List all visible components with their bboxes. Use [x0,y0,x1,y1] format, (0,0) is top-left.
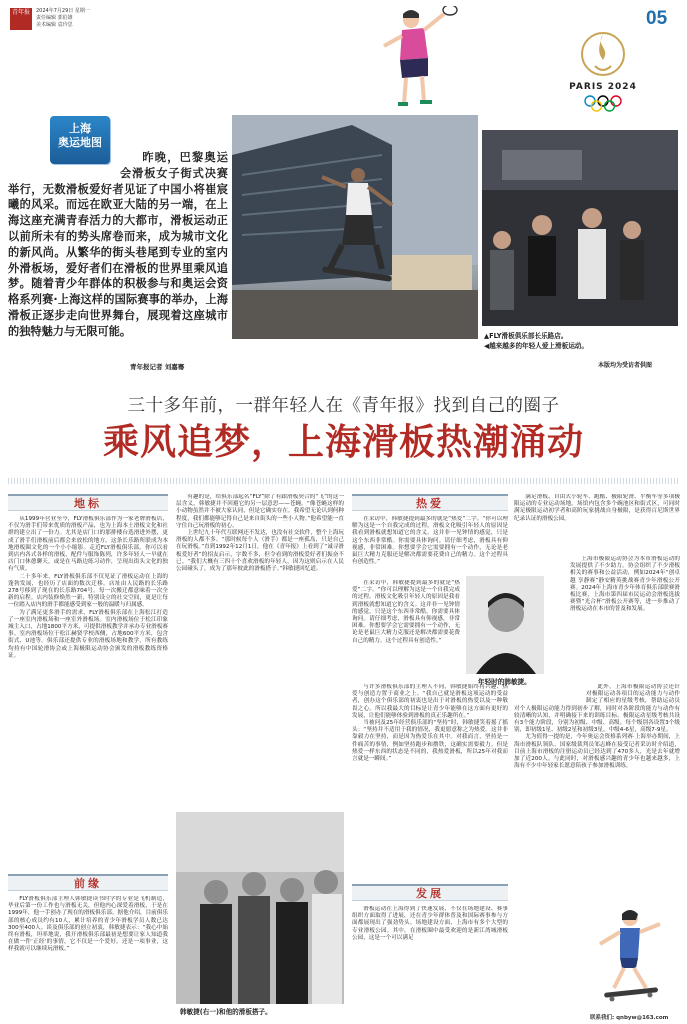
page-number: 05 [646,8,668,29]
column-3-paragraph-1b: 在采访中，韩敏捷提到最多的就是“热爱”二字。“你可以理解为这是一个自我完成的过程。滑板文化吸引年轻人的原因是我看到滑板就想知道它的含义。这并非一见钟情的感觉，只是这个东西非常酷。你需要具体询问。请仔细考虑，滑板具有仰视感，非常困难。你想要学会它需要拥有一个动作，无论是老鼠巨大精力克服还是解决都需要花费自己的精力。这个过程具有创造性。” [352,580,460,644]
skateboarder-jump-photo [232,115,478,339]
column-4-paragraph-4: 尤为值得一提的是，今年奥运会资格系列赛·上海举办期间，上海市滑板队领队、国家级裁判员邹志峰在接受记者采访时介绍道，目前上海市滑板的注册运动员已经达到了470多人，光是去年就增加了近200人。与此同时，对滑板感兴趣的青少年也越来越多，上海有不少中年轻家长愿意陪孩子参加滑板训练。 [514,734,680,770]
header-editor: 责任编辑 郭伯雄 [36,15,73,21]
skate-shop-crowd-photo [482,130,678,326]
column-3-text-wrap [352,580,460,680]
badminton-player-illustration [378,6,474,114]
headline-kicker: 三十多年前，一群年轻人在《青年报》找到自己的圈子 [127,396,560,416]
group-photo-caption: 韩敏捷(右一)和他的滑板搭子。 [180,1008,272,1016]
crowd-scene [482,130,678,326]
newspaper-logo [10,8,32,30]
column-2-paragraph-1: 有趣的是，给俱乐部起名“FLY”除了有跟滑板契合的“飞”的这一层含义，韩敏捷并不回避它的另一层意思——苍蝇。“像苍蝇这样的小动物虽然并不被大家认同，但是它确实存在。我希望无论认到何种程度，我们都能够记得自己是来自街头的一些小人物。”他希望能一直守住自己玩滑板的初心。 [176,494,344,529]
group-photo [176,812,344,1004]
column-4-text-a [514,494,680,556]
section-heading-frontier: 前缘 [8,874,168,891]
section-heading-development: 发展 [352,884,508,901]
headline-divider [8,478,679,484]
column-3-paragraph-1: 在采访中，韩敏捷提到最多的就是“热爱”二字。“你可以理解为这是一个自我完成的过程。滑板文化吸引年轻人的原因是我看到滑板就想知道它的含义。这并非一见钟情的感觉，只是这个东西非常酷。你需要具体询问。请仔细考虑，滑板具有仰视感，非常困难。你想要学会它需要拥有一个动作，无论是老鼠巨大精力克服还是解决都需要花费自己的精力。这个过程具有创造性。” [352,516,508,566]
intro-text: 昨晚，巴黎奥运会滑板女子街式决赛举行，无数滑板爱好者见证了中国小将崔宸曦的风采。而远在欧亚大陆的另一端，在上海这座充满青春活力的大都市，滑板运动正以前所未有的势头席卷而来，成为城市文化的新风尚。从繁华的街头巷尾到专业的室内外滑板场，爱好者们在滑板的世界里乘风追梦。随着青少年群体的积极参与和奥运会资格系列赛·上海这样的国际赛事的举办，上海滑板正逐步走向世界舞台，展现着这座城市的独特魅力与无限可能。 [8,151,228,338]
column-1-paragraph-1: 从1999年营业至今，FLY滑板俱乐部作为一家老牌滑板店，不仅为滑手们带来优质的滑板产品，也为上海本土滑板文化和社群的建立出了一份力。尤其是店门口的那排楼台选滑进外摆，更成了滑手们滑板前后都会来放松的地方。这条长乐路所联成为本地滑板圈文化的一个小小缩影。走近FLY滑板俱乐部，你可以看到店内各式各样的滑板、配件与服饰陈列，许多年轻人一早就在店门口休憩聊天，或是在马路边练习动作，呈现出街头文化的独有气质。 [8,516,168,573]
skateboarder-illustration [556,904,676,1002]
logo-text: 青年报 [11,9,30,16]
column-4-paragraph-3: 此外，上海市极限运动协会还针对极限运动各项目的运动能力与动作制定了相应的星级考核，帮助运动员对个人极限运动能力得到初步了解，同时对各阶段的能力与动作有较清晰的认知，并明确接下来的训练目标。极限运动星级考核共设有3个能力阶段，分别为初级、中级、高级。每个级别各设置3个级别，即初级1星、初级2星和初级3星，中级4-6星，高级7-9星。 [514,684,680,734]
photo-credit: 本版均为受访者供图 [598,362,653,369]
column-4-text-c [514,684,680,894]
column-3-paragraph-2: 与许多滑板俱乐部的主理人不同，韩敏捷始终将兴趣、热爱与创造力置于商业之上。“我自己就是滑板这项运动的受益者，创办这个俱乐部的初衷也是出于对滑板的热爱以及一种敬畏之心。所以我最大的目标是让青少年能够在这方面有更好的发展，让他们能够体验到滑板的真正乐趣所在。” [352,684,508,719]
column-3-paragraph-3: 当被问及25年经营俱乐部的“坚持”时，韩敏捷笑着摇了摇头：“坚持并不适用于我的情况，我更愿意称之为热爱。这并非靠毅力在坚持，而是因为热爱乐在其中。对我而言，坚持是一件痛苦的事情，例如坚持跑步和撸铁，这确实需要毅力。但是热爱一样东西的状态是不同的，我热爱滑板，所以25年对我而言就是一瞬间。” [352,720,508,763]
column-1-paragraph-4: FLY滑板俱乐部主理人韩敏捷读书时学的专业是飞机制造，毕业后第一份工作也与滑板无关，但他内心深爱着滑板，于是在1999年，他一手创办了现在的滑板俱乐部。据他介绍，目前俱乐部的核心成员约有10人，累计培养的青少年滑板学员人数已达300至400人。谈及俱乐部的创立初衷，韩敏捷表示：“我心中始终有滑板，坦率地说，我开滑板俱乐部最初是想要让家人知道我在做一件‘正经’的事情，它不仅是一个爱好，还是一项事业，这样我就可以继续玩滑板。” [8,896,168,953]
footer-contact: 联系我们: qnbyw@163.com [590,1015,669,1021]
column-4-paragraph-1: 满足滑板、自由式小轮车、跑酷、极限轮滑、平衡车等多项极限运动的专业运动场地。场馆内包含多个碗池区和街式区，可同时满足极限运动初学者和高阶玩家挑战自身极限，是获得百尼斯世界纪录认证的滑板公园。 [514,494,680,522]
photo-caption-shop: ▲FLY滑板俱乐部长乐路店。 [484,332,568,340]
section-heading-landmark: 地标 [8,494,168,511]
column-2-text [176,494,344,806]
paris-2024-logo [558,28,648,124]
badge-line-2: 奥运地图 [58,136,102,149]
column-1-text-a [8,516,168,850]
column-1-text-b [8,896,168,1014]
section-heading-passion: 热爱 [352,494,508,511]
paris-2024-text: PARIS 2024 [569,82,637,92]
column-4-text-b [514,556,680,682]
main-headline: 乘风追梦，上海滑板热潮涌动 [102,422,584,463]
group-photo-scene [176,812,344,1004]
column-1-paragraph-3: 为了满足更多滑手的需求，FLY滑板俱乐部在上海松江打造了一座室内滑板场和一座室外滑板场。室内滑板场位于松江印象城主入口，占地1800平方米，可提供滑板教学并承办专业滑板赛事。室内滑板场位于松江赫贤学校西侧，占地600平方米，包含街式、U池等。俱乐部还提供专业的滑板场地和教学，所有教练均持有中国轮滑协会或上海极限运动协会颁发的滑板教练资格证。 [8,609,168,659]
header-designer: 美术编辑 袁玲思 [36,22,73,28]
column-1-paragraph-2: 二十多年来，FLY滑板俱乐部不仅见证了滑板运动在上海的蓬勃发展，也经历了店面的数次迁移。店址由人民路的长乐路278号移到了现在的长乐路704号。每一次搬迁都意味着一次全新的启程。店内装修焕然一新，特别设立的社交空间，更是让每一位踏入店内的滑手都能感受到家一般的温暖与归属感。 [8,573,168,609]
olympic-rings-icon [581,94,625,112]
column-3-paragraph-4: 滑板运动在上海得到了快速发展，不仅在场地建设、赛事组织方面取得了进展，还在青少年群体普及和国际赛事参与方面都展现出了强劲势头。场地建设方面，上海市有多个大型的专业滑板公园。其中，在滑板圈中最受欢迎的是新江湾城滑板公园，这是一个可以满足 [352,906,508,941]
column-3-text-c [352,906,508,1014]
skater-scene [232,115,478,339]
column-4-paragraph-2: 上海市极限运动协会为本市滑板运动的发展提供了不少助力。协会组织了不少滑板相关的赛事和公益活动，例如2024年“创卓越 享静赛”静安精英挑战赛青少年滑板公开赛。2024年上海市青少年体育俱乐部联赛滑板比赛，上海市第四届市民运动会滑板选拔赛暨“光合杯”滑板公开赛等，进一步推动了滑板运动在本市的普及和发展。 [570,556,680,613]
portrait-caption: 年轻时的韩敏捷。 [478,678,531,686]
badge-line-1: 上海 [69,122,91,135]
intro-paragraph [8,150,228,360]
column-3-text-a [352,516,508,578]
photo-caption-youth: ◀越来越多的年轻人爱上滑板运动。 [484,342,588,350]
column-2-paragraph-2: 上世纪九十年代互联网还不发达，也没有社交软件，整个上海玩滑板的人都不多。“那时候每个人（滑手）都是一座孤岛，只是自己在玩滑板。”直到1992年12月1日，他在《青年报》上看到了“诚寻滑板爱好者”的招友启示，字数不多，但令看到的滑板爱好者们振奋不已。“我们大概有三四十个喜欢滑板的年轻人，因为这则启示在人民公园碰头了，成为了那年彼此的滑板搭子。”韩敏捷回忆道。 [176,530,344,573]
header-date: 2024年7月29日 星期一 [36,8,90,14]
intro-byline: 青年报记者 刘嘉骞 [130,363,185,371]
column-3-text-b [352,684,508,870]
header-meta [36,8,90,29]
paris-flame-emblem [581,28,625,80]
